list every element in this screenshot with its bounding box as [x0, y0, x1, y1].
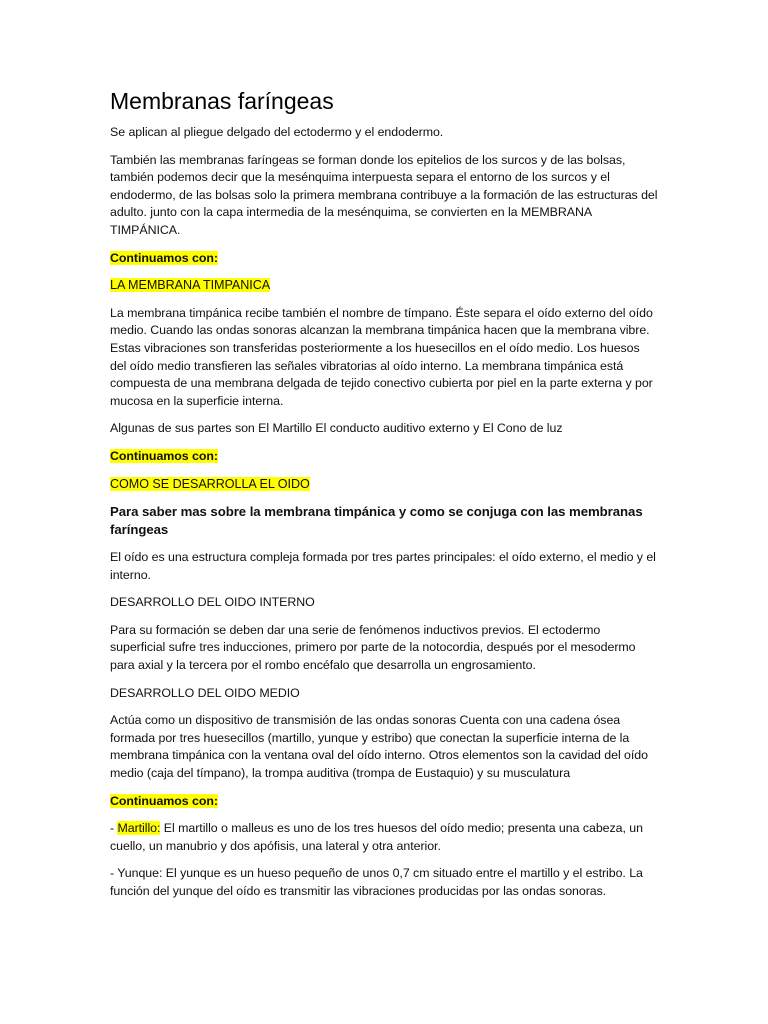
section-heading-membrana [110, 277, 658, 295]
highlight-text: Continuamos con: [110, 448, 218, 463]
continue-label-1 [110, 250, 658, 268]
martillo-term: Martillo: [117, 821, 161, 836]
section-heading-interno: DESARROLLO DEL OIDO INTERNO [110, 595, 315, 610]
highlight-text: Continuamos con: [110, 793, 218, 808]
section-heading-desarrollo [110, 476, 658, 494]
continue-label-2 [110, 448, 658, 466]
paragraph-medio: Actúa como un dispositivo de transmisión de las ondas sonoras Cuenta con una cadena ósea formada por tres huesecillos (martillo, yunque y estribo) que conectan la superficie interna de la membrana timpánica con la ventana oval del oído interno. Otros elementos son la cavidad del oído medio (caja del tímpano), la trompa auditiva (trompa de Eustaquio) y su musculatura [110, 713, 648, 781]
paragraph-interno: Para su formación se deben dar una serie de fenómenos inductivos previos. El ectodermo superficial sufre tres inducciones, primero por parte de la notocordia, después por el mesodermo para axial y la tercera por el rombo encéfalo que desarrolla un engrosamiento. [110, 622, 636, 673]
paragraph-intro: Se aplican al pliegue delgado del ectodermo y el endodermo. [110, 125, 444, 139]
section-heading-medio: DESARROLLO DEL OIDO MEDIO [110, 685, 300, 700]
paragraph-membrana-timpanica: La membrana timpánica recibe también el nombre de tímpano. Éste separa el oído externo del oído medio. Cuando las ondas sonoras alcanzan la membrana timpánica hacen que la membrana vibre. Estas vibraciones son transferidas posteriormente a los huesecillos en el oído medio. Los huesos del oído medio transfieren las señales vibratorias al oído interno. La membrana timpánica está compuesta de una membrana delgada de tejido conectivo cubierta por piel en la parte externa y por mucosa en la superficie interna. [110, 305, 653, 408]
paragraph-oido: El oído es una estructura compleja formada por tres partes principales: el oído externo, el medio y el interno. [110, 550, 656, 582]
continue-label-3 [110, 793, 658, 811]
highlight-text: Continuamos con: [110, 250, 218, 265]
document-page [110, 86, 658, 911]
paragraph-membranas: También las membranas faríngeas se forman donde los epitelios de los surcos y de las bolsas, también podemos decir que la mesénquima interpuesta separa el entorno de los surcos y el endodermo, de las bolsas solo la primera membrana contribuye a la formación de las estructuras del adulto. junto con la capa intermedia de la mesénquima, se convierten en la MEMBRANA TIMPÁNICA. [110, 152, 658, 237]
highlight-text: COMO SE DESARROLLA EL OIDO [110, 476, 310, 491]
paragraph-partes: Algunas de sus partes son El Martillo El conducto auditivo externo y El Cono de luz [110, 421, 563, 436]
list-dash: - [110, 821, 118, 836]
subheading-para-saber: Para saber mas sobre la membrana timpánica y como se conjuga con las membranas faríngeas [110, 504, 643, 538]
document-title: Membranas faríngeas [110, 88, 334, 114]
paragraph-yunque: - Yunque: El yunque es un hueso pequeño de unos 0,7 cm situado entre el martillo y el estribo. La función del yunque del oído es transmitir las vibraciones producidas por las ondas sonoras. [110, 866, 643, 898]
highlight-text: LA MEMBRANA TIMPANICA [110, 278, 271, 293]
martillo-description: El martillo o malleus es uno de los tres huesos del oído medio; presenta una cabeza, un cuello, un manubrio y dos apófisis, una lateral y otra anterior. [110, 821, 643, 853]
paragraph-martillo [110, 820, 658, 855]
